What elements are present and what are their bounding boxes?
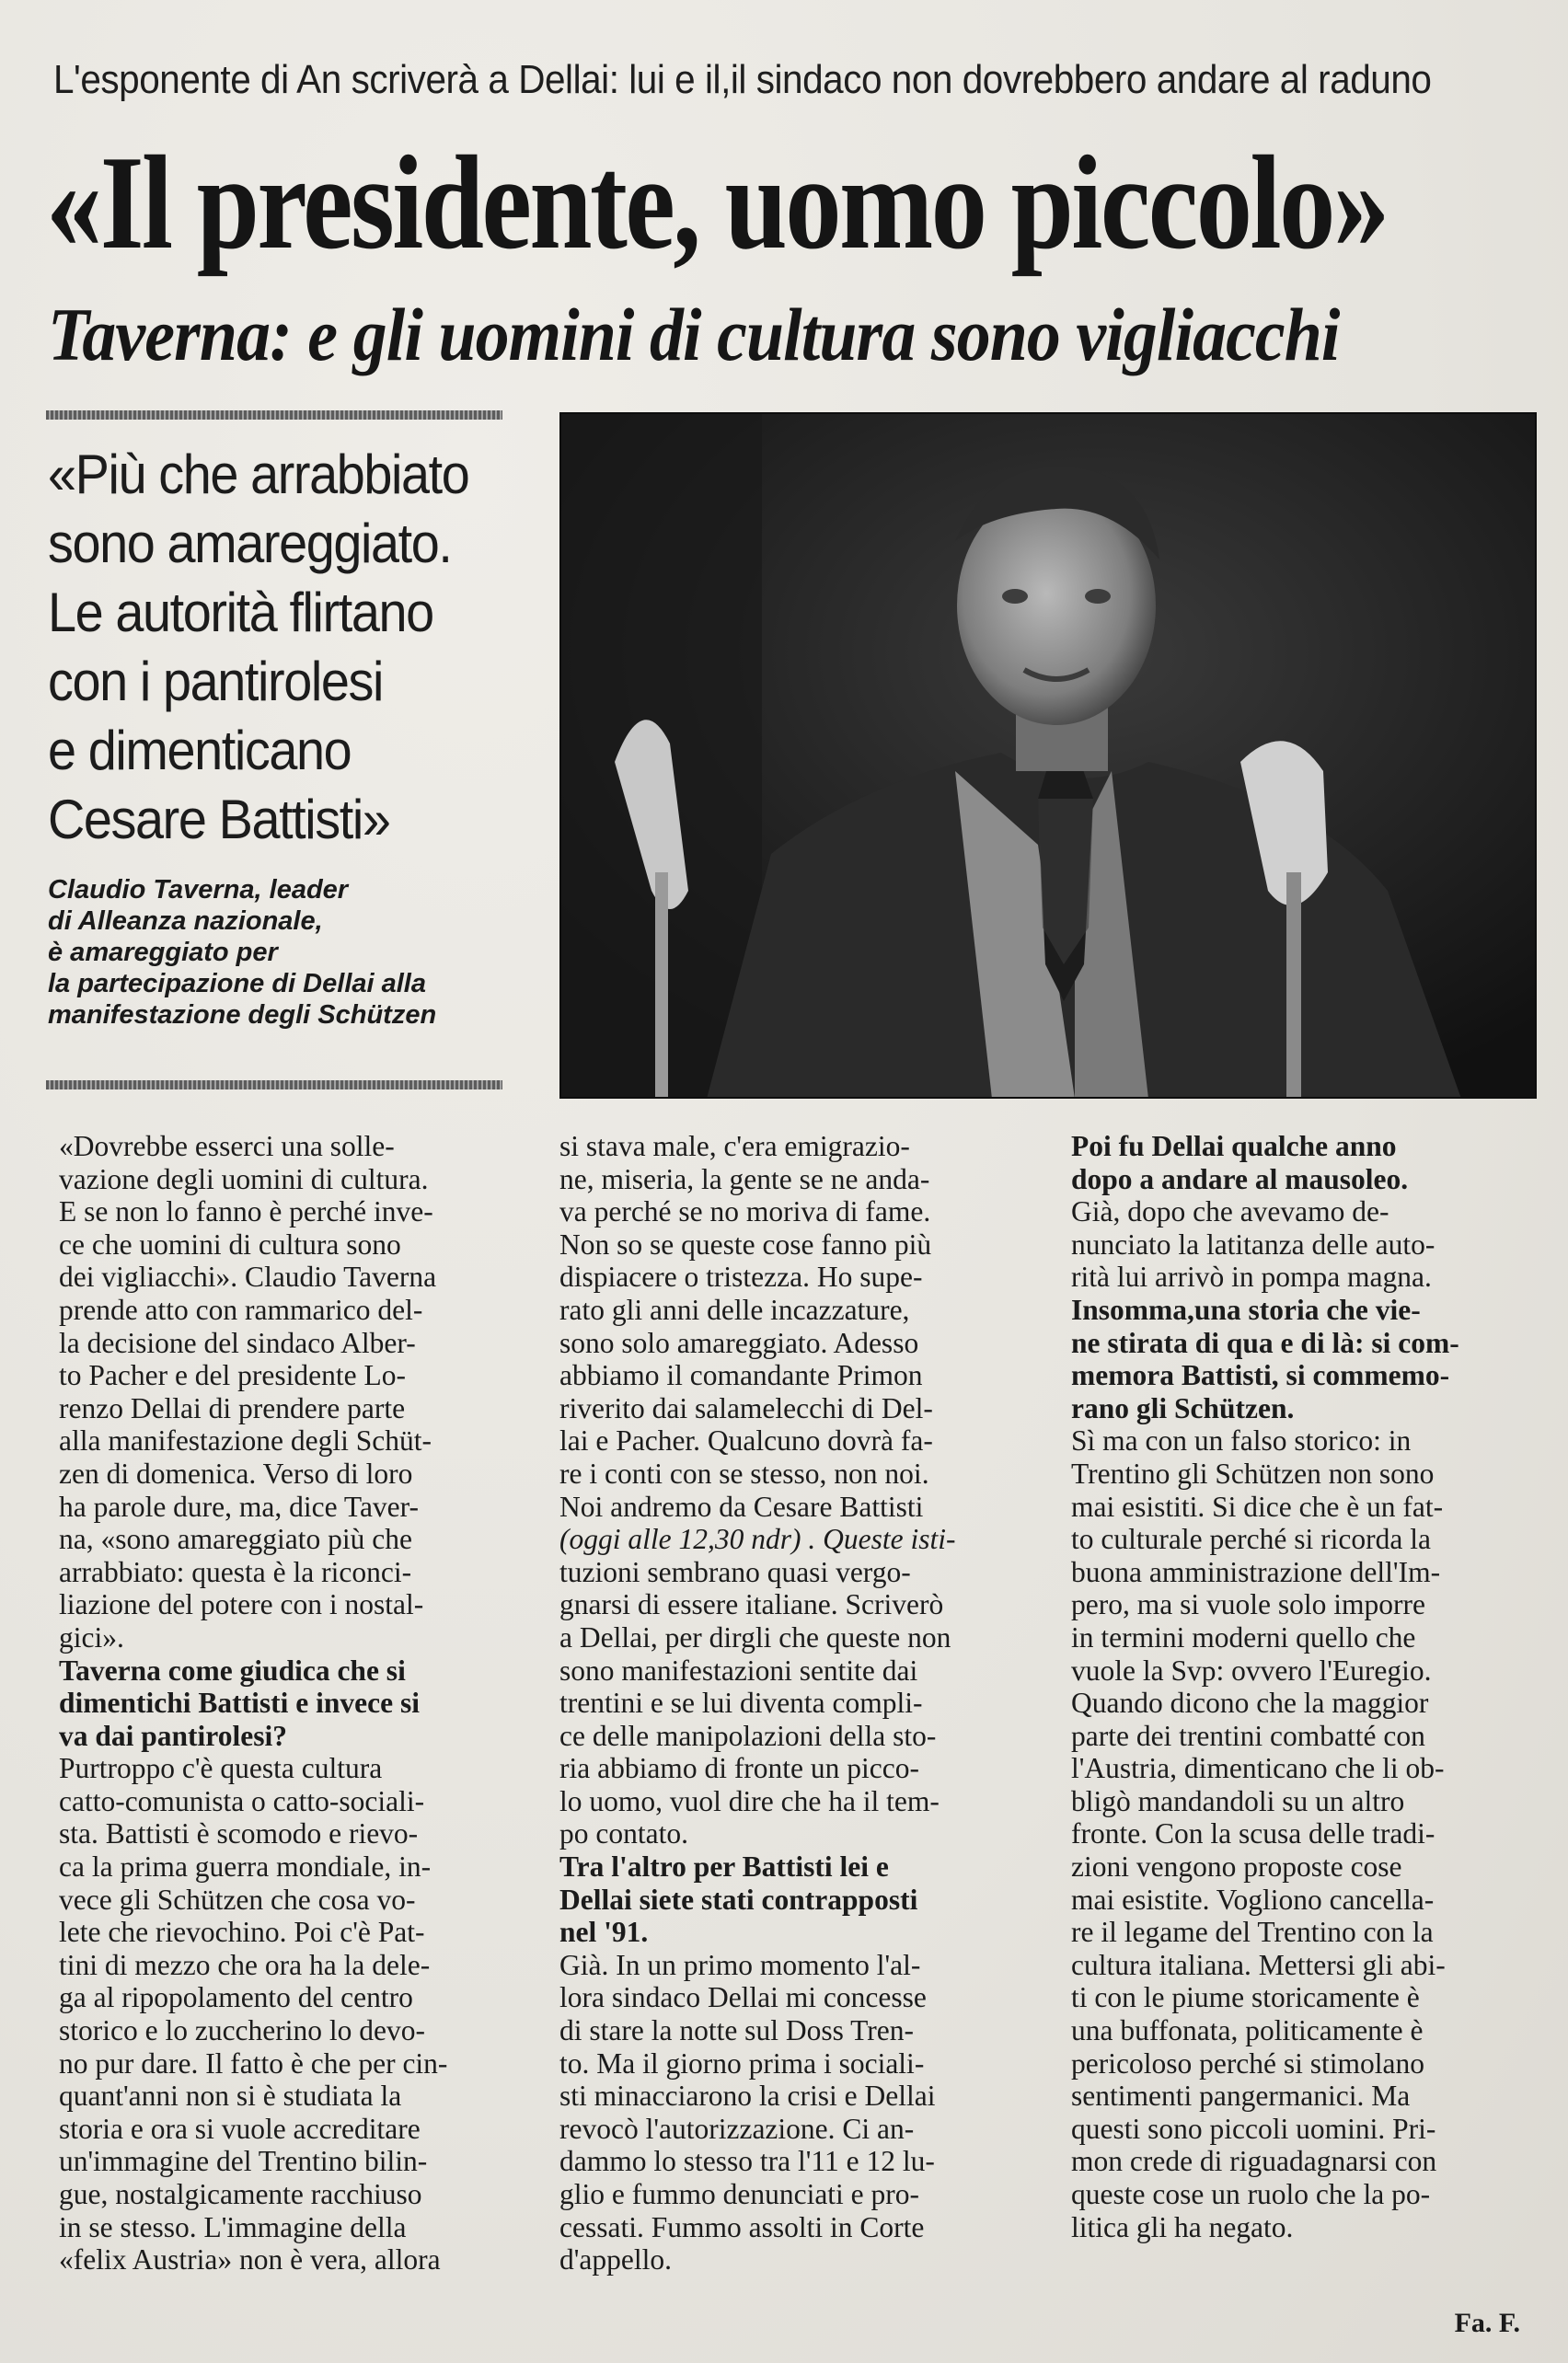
kicker: L'esponente di An scriverà a Dellai: lui e il,il sindaco non dovrebbero andare al raduno xyxy=(53,57,1432,102)
article-text-line: no pur dare. Il fatto è che per cin- xyxy=(59,2046,448,2080)
article-text-line: re il legame del Trentino con la xyxy=(1071,1916,1434,1949)
article-text-line: vuole la Svp: ovvero l'Euregio. xyxy=(1071,1654,1432,1687)
pull-quote-line: «Più che arrabbiato xyxy=(48,444,469,505)
article-text-line: arrabbiato: questa è la riconci- xyxy=(59,1555,412,1588)
article-text-line: ti con le piume storicamente è xyxy=(1071,1981,1420,2014)
article-text-line: gnarsi di essere italiane. Scriverò xyxy=(559,1588,944,1621)
article-text-line: rato gli anni delle incazzature, xyxy=(559,1293,910,1326)
article-text-line: renzo Dellai di prendere parte xyxy=(59,1391,406,1424)
article-text-line: abbiamo il comandante Primon xyxy=(559,1359,923,1392)
article-text-line: sentimenti pangermanici. Ma xyxy=(1071,2080,1411,2113)
subheadline: Taverna: e gli uomini di cultura sono vigliacchi xyxy=(48,293,1340,376)
article-text-line: Trentino gli Schützen non sono xyxy=(1071,1457,1435,1490)
article-text-line: lai e Pacher. Qualcuno dovrà fa- xyxy=(559,1424,933,1458)
article-text-line: quant'anni non si è studiata la xyxy=(59,2080,402,2113)
pull-quote-line: sono amareggiato. xyxy=(48,513,452,574)
article-text-line: Quando dicono che la maggior xyxy=(1071,1687,1429,1720)
pullquote-bottom-rule xyxy=(46,1080,502,1089)
pull-quote-line: Le autorità flirtano xyxy=(48,582,433,643)
interview-question-line: Taverna come giudica che si xyxy=(59,1654,406,1687)
article-text-line: mai esistiti. Si dice che è un fat- xyxy=(1071,1490,1444,1523)
headline: «Il presidente, uomo piccolo» xyxy=(46,128,1388,277)
interview-question-line: ne stirata di qua e di là: si com- xyxy=(1071,1326,1459,1359)
interview-question-line: dopo a andare al mausoleo. xyxy=(1071,1162,1409,1195)
article-text-line: dammo lo stesso tra l'11 e 12 lu- xyxy=(559,2145,935,2178)
article-text-line: «felix Austria» non è vera, allora xyxy=(59,2243,441,2277)
article-text-line: fronte. Con la scusa delle tradi- xyxy=(1071,1817,1435,1850)
article-text-line: Noi andremo da Cesare Battisti xyxy=(559,1490,924,1523)
article-text-line: na, «sono amareggiato più che xyxy=(59,1523,412,1556)
article-text-line: alla manifestazione degli Schüt- xyxy=(59,1424,432,1458)
article-column-2 xyxy=(559,1130,1020,2277)
interview-question-line: Insomma,una storia che vie- xyxy=(1071,1293,1421,1326)
caption-line: è amareggiato per xyxy=(48,938,278,967)
article-text-line: cultura italiana. Mettersi gli abi- xyxy=(1071,1948,1446,1981)
article-text-line: sti minacciarono la crisi e Dellai xyxy=(559,2080,936,2113)
article-text-line: zioni vengono proposte cose xyxy=(1071,1850,1402,1884)
article-text-line: una buffonata, politicamente è xyxy=(1071,2014,1424,2047)
article-text-line: ce delle manipolazioni della sto- xyxy=(559,1719,937,1752)
article-text-line: questi sono piccoli uomini. Pri- xyxy=(1071,2112,1436,2145)
article-text-line: mai esistite. Vogliono cancella- xyxy=(1071,1883,1435,1916)
article-column-3 xyxy=(1071,1130,1540,2243)
article-text-line: lete che rievochino. Poi c'è Pat- xyxy=(59,1916,425,1949)
article-text-line: un'immagine del Trentino bilin- xyxy=(59,2145,428,2178)
article-text-line: revocò l'autorizzazione. Ci an- xyxy=(559,2112,915,2145)
article-text-line: di stare la notte sul Doss Tren- xyxy=(559,2014,914,2047)
interview-question-line: nel '91. xyxy=(559,1916,649,1949)
article-text-line: ga al ripopolamento del centro xyxy=(59,1981,413,2014)
article-text-line: in se stesso. L'immagine della xyxy=(59,2210,407,2243)
article-text-line: vazione degli uomini di cultura. xyxy=(59,1162,429,1195)
article-text-line: gue, nostalgicamente racchiuso xyxy=(59,2178,422,2210)
article-text-line: litica gli ha negato. xyxy=(1071,2210,1294,2243)
pull-quote-line: Cesare Battisti» xyxy=(48,789,390,850)
article-text-line: Non so se queste cose fanno più xyxy=(559,1228,932,1261)
article-text-line: a Dellai, per dirgli che queste non xyxy=(559,1620,951,1654)
article-text-line: ne, miseria, la gente se ne anda- xyxy=(559,1162,930,1195)
pull-quote xyxy=(48,440,493,854)
article-text-line: rità lui arrivò in pompa magna. xyxy=(1071,1261,1432,1294)
article-text-line: zen di domenica. Verso di loro xyxy=(59,1457,413,1490)
interview-question-line: dimentichi Battisti e invece si xyxy=(59,1687,420,1720)
article-text-line: Sì ma con un falso storico: in xyxy=(1071,1424,1412,1458)
article-text-line: buona amministrazione dell'Im- xyxy=(1071,1555,1441,1588)
article-text-line: bligò mandandoli su un altro xyxy=(1071,1784,1405,1817)
article-text-line: glio e fummo denunciati e pro- xyxy=(559,2178,920,2210)
article-text-line: tini di mezzo che ora ha la dele- xyxy=(59,1948,431,1981)
article-text-line: va perché se no moriva di fame. xyxy=(559,1195,931,1228)
article-text-line: liazione del potere con i nostal- xyxy=(59,1588,424,1621)
article-text-line: prende atto con rammarico del- xyxy=(59,1293,423,1326)
interview-question-line: va dai pantirolesi? xyxy=(59,1719,287,1752)
article-text-line: Già. In un primo momento l'al- xyxy=(559,1948,921,1981)
article-text-line: po contato. xyxy=(559,1817,688,1850)
caption-line: la partecipazione di Dellai alla xyxy=(48,969,426,998)
photo-caption xyxy=(48,874,526,1031)
article-text-line: sta. Battisti è scomodo e rievo- xyxy=(59,1817,419,1850)
interview-question-line: memora Battisti, si commemo- xyxy=(1071,1359,1450,1392)
article-text-line: pero, ma si vuole solo imporre xyxy=(1071,1588,1425,1621)
article-text-line: queste cose un ruolo che la po- xyxy=(1071,2178,1431,2210)
article-text-line: tuzioni sembrano quasi vergo- xyxy=(559,1555,911,1588)
article-text-line: to culturale perché si ricorda la xyxy=(1071,1523,1431,1556)
article-text-line: mon crede di riguadagnarsi con xyxy=(1071,2145,1437,2178)
speaker-photo-illustration xyxy=(559,412,1537,1099)
article-text-line: to. Ma il giorno prima i sociali- xyxy=(559,2046,925,2080)
article-text-line: si stava male, c'era emigrazio- xyxy=(559,1130,910,1162)
article-text-line: «Dovrebbe esserci una solle- xyxy=(59,1130,395,1162)
article-text-line: vece gli Schützen che cosa vo- xyxy=(59,1883,416,1916)
caption-line: manifestazione degli Schützen xyxy=(48,1000,437,1030)
speaker-photo xyxy=(559,412,1537,1099)
article-text-line: (oggi alle 12,30 ndr) . Queste isti- xyxy=(559,1523,956,1556)
article-text-line: lora sindaco Dellai mi concesse xyxy=(559,1981,927,2014)
article-text-line: dei vigliacchi». Claudio Taverna xyxy=(59,1261,437,1294)
article-text-line: la decisione del sindaco Alber- xyxy=(59,1326,416,1359)
interview-question-line: Poi fu Dellai qualche anno xyxy=(1071,1130,1397,1162)
article-text-line: parte dei trentini combatté con xyxy=(1071,1719,1425,1752)
article-text-line: sono manifestazioni sentite dai xyxy=(559,1654,918,1687)
article-text-line: l'Austria, dimenticano che li ob- xyxy=(1071,1752,1445,1785)
article-text-line: ce che uomini di cultura sono xyxy=(59,1228,401,1261)
article-text-line: dispiacere o tristezza. Ho supe- xyxy=(559,1261,923,1294)
article-column-1 xyxy=(59,1130,515,2277)
article-text-line: in termini moderni quello che xyxy=(1071,1620,1416,1654)
article-text-line: pericoloso perché si stimolano xyxy=(1071,2046,1425,2080)
article-text-line: Purtroppo c'è questa cultura xyxy=(59,1752,383,1785)
article-text-line: nunciato la latitanza delle auto- xyxy=(1071,1228,1435,1261)
article-text-line: cessati. Fummo assolti in Corte xyxy=(559,2210,925,2243)
article-text-line: storia e ora si vuole accreditare xyxy=(59,2112,421,2145)
article-text-line: gici». xyxy=(59,1620,124,1654)
author-signature: Fa. F. xyxy=(1454,2308,1520,2338)
article-text-line: d'appello. xyxy=(559,2243,673,2277)
pull-quote-line: con i pantirolesi xyxy=(48,651,384,712)
interview-question-line: Tra l'altro per Battisti lei e xyxy=(559,1850,889,1884)
article-text-line: ha parole dure, ma, dice Taver- xyxy=(59,1490,420,1523)
pullquote-top-rule xyxy=(46,410,502,420)
article-text-line: riverito dai salamelecchi di Del- xyxy=(559,1391,933,1424)
pull-quote-line: e dimenticano xyxy=(48,720,352,781)
caption-line: di Alleanza nazionale, xyxy=(48,906,323,936)
article-text-line: storico e lo zuccherino lo devo- xyxy=(59,2014,425,2047)
interview-question-line: rano gli Schützen. xyxy=(1071,1391,1295,1424)
caption-line: Claudio Taverna, leader xyxy=(48,875,349,905)
article-text-line: trentini e se lui diventa compli- xyxy=(559,1687,923,1720)
article-text-line: catto-comunista o catto-sociali- xyxy=(59,1784,425,1817)
article-text-line: E se non lo fanno è perché inve- xyxy=(59,1195,433,1228)
interview-question-line: Dellai siete stati contrapposti xyxy=(559,1883,918,1916)
article-text-line: ria abbiamo di fronte un picco- xyxy=(559,1752,919,1785)
article-text-line: to Pacher e del presidente Lo- xyxy=(59,1359,406,1392)
article-text-line: ca la prima guerra mondiale, in- xyxy=(59,1850,432,1884)
article-text-line: lo uomo, vuol dire che ha il tem- xyxy=(559,1784,940,1817)
article-text-line: Già, dopo che avevamo de- xyxy=(1071,1195,1389,1228)
article-text-line: re i conti con se stesso, non noi. xyxy=(559,1457,929,1490)
article-text-line: sono solo amareggiato. Adesso xyxy=(559,1326,919,1359)
